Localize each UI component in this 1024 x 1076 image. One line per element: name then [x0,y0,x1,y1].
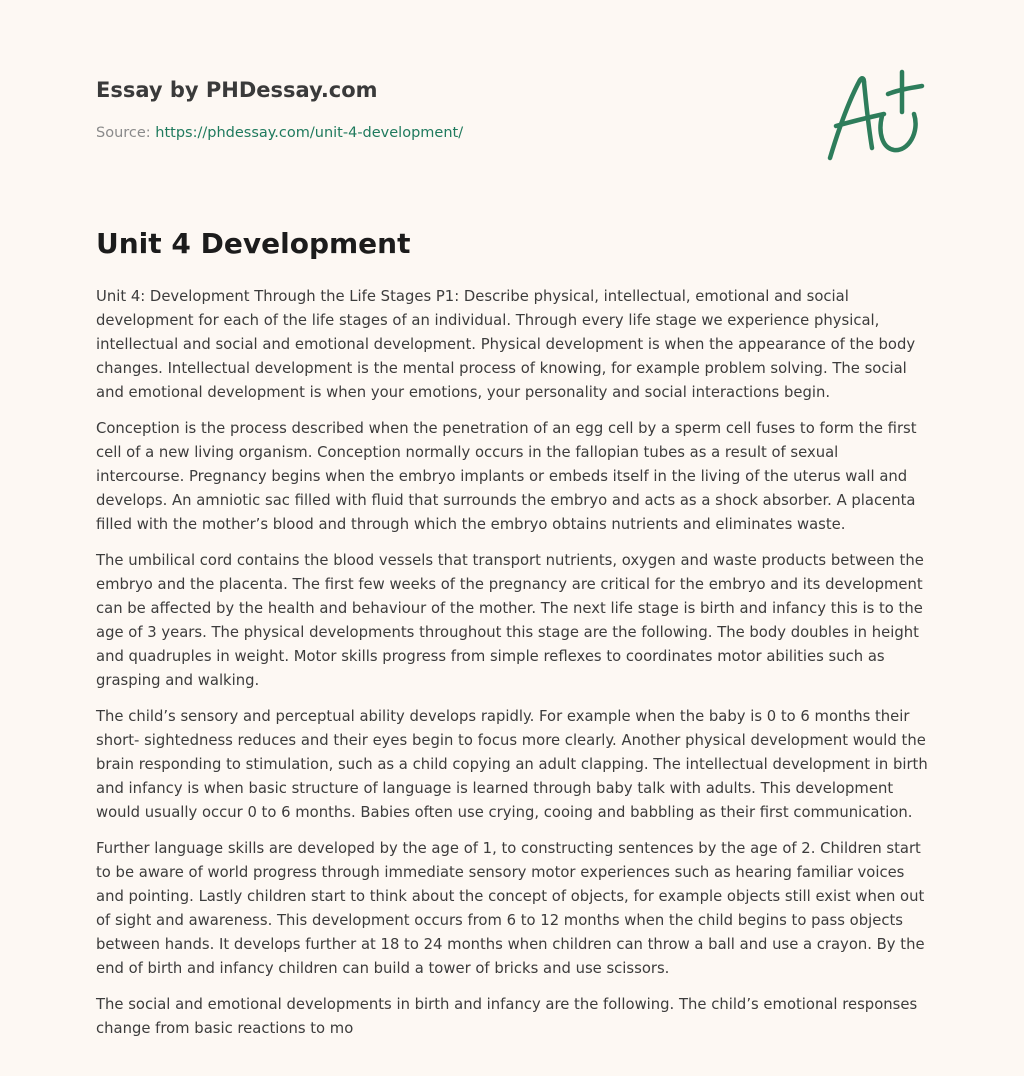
essay-title: Unit 4 Development [96,227,411,260]
header [96,76,928,141]
essay-paragraph: The umbilical cord contains the blood vessels that transport nutrients, oxygen and waste products between the embryo and the placenta. The first few weeks of the pregnancy are critical for the embryo and its development can be affected by the health and behaviour of the mother. The next life stage is birth and infancy this is to the age of 3 years. The physical developments throughout this stage are the following. The body doubles in height and quadruples in weight. Motor skills progress from simple reflexes to coordinates motor abilities such as grasping and walking. [96,552,924,689]
source-link[interactable]: https://phdessay.com/unit-4-development/ [155,125,464,141]
source-line [96,123,463,143]
essay-paragraph: The social and emotional developments in birth and infancy are the following. The child’s emotional responses change from basic reactions to mo [96,996,918,1037]
essay-body [96,285,928,1053]
essay-paragraph: Further language skills are developed by the age of 1, to constructing sentences by the age of 2. Children start to be aware of world progress through immediate sensory motor experiences such as hearing familiar voices and pointing. Lastly children start to think about the concept of objects, for example objects still exist when out of sight and awareness. This development occurs from 6 to 12 months when the child begins to pass objects between hands. It develops further at 18 to 24 months when children can throw a ball and use a crayon. By the end of birth and infancy children can build a tower of bricks and use scissors. [96,840,925,977]
a-plus-logo-icon [822,68,926,164]
essay-paragraph: Unit 4: Development Through the Life Stages P1: Describe physical, intellectual, emotional and social development for each of the life stages of an individual. Through every life stage we experience physical, intellectual and social and emotional development. Physical development is when the appearance of the body changes. Intellectual development is the mental process of knowing, for example problem solving. The social and emotional development is when your emotions, your personality and social interactions begin. [96,288,916,401]
essay-paragraph: Conception is the process described when the penetration of an egg cell by a sperm cell fuses to form the first cell of a new living organism. Conception normally occurs in the fallopian tubes as a result of sexual intercourse. Pregnancy begins when the embryo implants or embeds itself in the living of the uterus wall and develops. An amniotic sac filled with fluid that surrounds the embryo and acts as a shock absorber. A placenta filled with the mother’s blood and through which the embryo obtains nutrients and eliminates waste. [96,420,917,533]
essay-paragraph: The child’s sensory and perceptual ability develops rapidly. For example when the baby is 0 to 6 months their short- sightedness reduces and their eyes begin to focus more clearly. Another physical development would the brain responding to stimulation, such as a child copying an adult clapping. The intellectual development in birth and infancy is when basic structure of language is learned through baby talk with adults. This development would usually occur 0 to 6 months. Babies often use crying, cooing and babbling as their first communication. [96,708,928,821]
site-title: Essay by PHDessay.com [96,78,378,102]
source-label: Source: [96,125,151,141]
